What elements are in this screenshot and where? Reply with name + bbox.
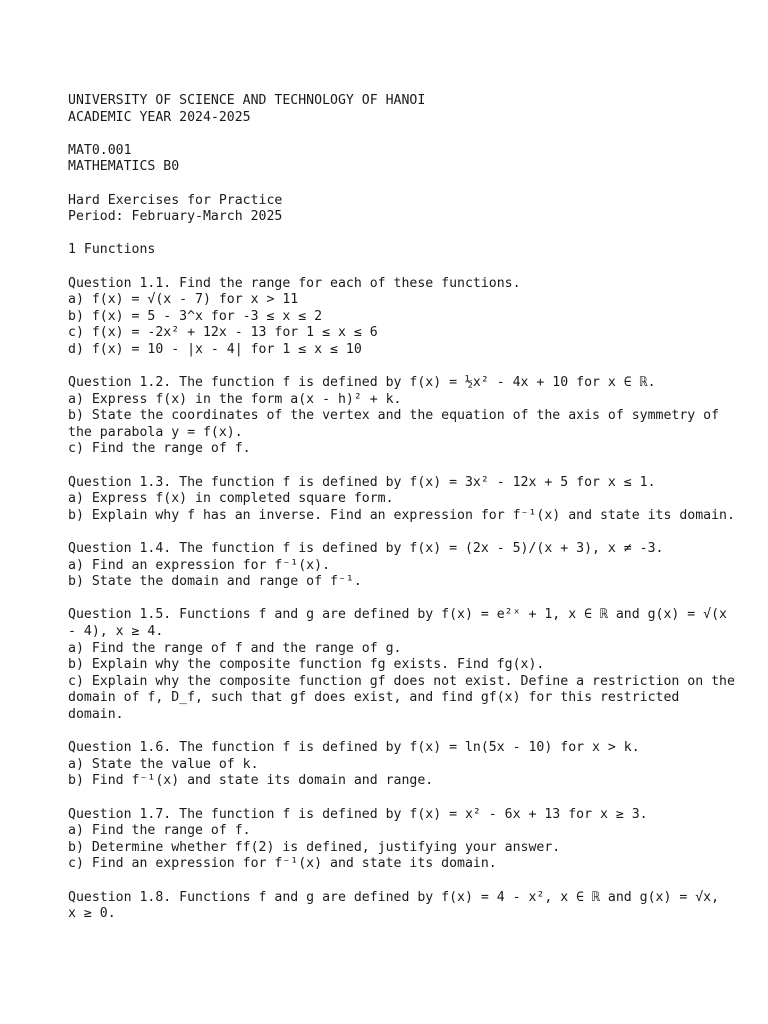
- course-name: MATHEMATICS B0: [68, 159, 180, 175]
- question-line: c) Find an expression for f⁻¹(x) and state its domain.: [68, 856, 497, 872]
- question-heading: Question 1.6. The function f is defined by f(x) = ln(5x - 10) for x > k.: [68, 740, 640, 756]
- spacer: [68, 873, 708, 890]
- question-line: a) Express f(x) in completed square form.: [68, 491, 394, 507]
- question-block: [68, 740, 708, 806]
- question-heading: Question 1.5. Functions f and g are defined by f(x) = e²ˣ + 1, x ∈ ℝ and g(x) = √(x: [68, 607, 727, 623]
- question-line: domain of f, D_f, such that gf does exist, and find gf(x) for this restricted: [68, 690, 680, 706]
- question-block: [68, 607, 735, 740]
- question-line: c) Find the range of f.: [68, 441, 251, 457]
- question-line: b) Determine whether ff(2) is defined, justifying your answer.: [68, 839, 561, 855]
- question-line: - 4), x ≥ 4.: [68, 624, 164, 639]
- document-header: [68, 93, 708, 276]
- spacer: [68, 591, 708, 608]
- spacer: [68, 458, 708, 475]
- question-line: b) Explain why f has an inverse. Find an expression for f⁻¹(x) and state its domain.: [68, 507, 735, 523]
- question-line: c) f(x) = -2x² + 12x - 13 for 1 ≤ x ≤ 6: [68, 325, 378, 341]
- question-line: domain.: [68, 706, 124, 722]
- question-line: b) Find f⁻¹(x) and state its domain and range.: [68, 773, 434, 789]
- question-heading: Question 1.8. Functions f and g are defined by f(x) = 4 - x², x ∈ ℝ and g(x) = √x,: [68, 889, 720, 905]
- spacer: [68, 790, 708, 807]
- question-line: a) f(x) = √(x - 7) for x > 11: [68, 292, 299, 308]
- document-period: Period: February-March 2025: [68, 209, 283, 225]
- question-line: a) Find the range of f.: [68, 823, 251, 839]
- question-block: [68, 889, 720, 923]
- question-heading: Question 1.7. The function f is defined by f(x) = x² - 6x + 13 for x ≥ 3.: [68, 806, 648, 822]
- question-block: [68, 276, 708, 376]
- spacer: [68, 359, 708, 376]
- question-list: [68, 275, 735, 923]
- university-name: UNIVERSITY OF SCIENCE AND TECHNOLOGY OF HANOI: [68, 93, 426, 108]
- question-heading: Question 1.1. Find the range for each of these functions.: [68, 275, 521, 291]
- question-line: a) Find an expression for f⁻¹(x).: [68, 557, 331, 573]
- question-block: [68, 375, 720, 475]
- question-line: c) Explain why the composite function gf does not exist. Define a restriction on the: [68, 673, 735, 689]
- question-line: x ≥ 0.: [68, 906, 116, 922]
- question-block: [68, 541, 708, 607]
- question-block: [68, 807, 708, 890]
- question-line: a) Express f(x) in the form a(x - h)² + k.: [68, 391, 402, 407]
- document-title: Hard Exercises for Practice: [68, 192, 283, 208]
- question-line: b) Explain why the composite function fg exists. Find fg(x).: [68, 657, 545, 673]
- question-heading: Question 1.4. The function f is defined by f(x) = (2x - 5)/(x + 3), x ≠ -3.: [68, 541, 664, 557]
- question-line: b) f(x) = 5 - 3^x for -3 ≤ x ≤ 2: [68, 308, 323, 324]
- spacer: [68, 724, 708, 741]
- spacer: [68, 126, 708, 143]
- spacer: [68, 226, 708, 243]
- question-heading: Question 1.2. The function f is defined by f(x) = ½x² - 4x + 10 for x ∈ ℝ.: [68, 375, 656, 391]
- question-line: a) Find the range of f and the range of g.: [68, 640, 402, 656]
- question-heading: Question 1.3. The function f is defined by f(x) = 3x² - 12x + 5 for x ≤ 1.: [68, 474, 656, 490]
- spacer: [68, 176, 708, 193]
- document-page: [68, 93, 735, 923]
- question-line: a) State the value of k.: [68, 756, 259, 772]
- question-block: [68, 474, 735, 541]
- question-line: d) f(x) = 10 - |x - 4| for 1 ≤ x ≤ 10: [68, 341, 362, 357]
- spacer: [68, 524, 708, 541]
- section-title: 1 Functions: [68, 242, 156, 258]
- course-code: MAT0.001: [68, 142, 132, 158]
- question-line: b) State the coordinates of the vertex and the equation of the axis of symmetry of: [68, 408, 720, 424]
- question-line: the parabola y = f(x).: [68, 424, 243, 440]
- spacer: [68, 259, 708, 276]
- academic-year: ACADEMIC YEAR 2024-2025: [68, 109, 251, 125]
- question-line: b) State the domain and range of f⁻¹.: [68, 574, 362, 590]
